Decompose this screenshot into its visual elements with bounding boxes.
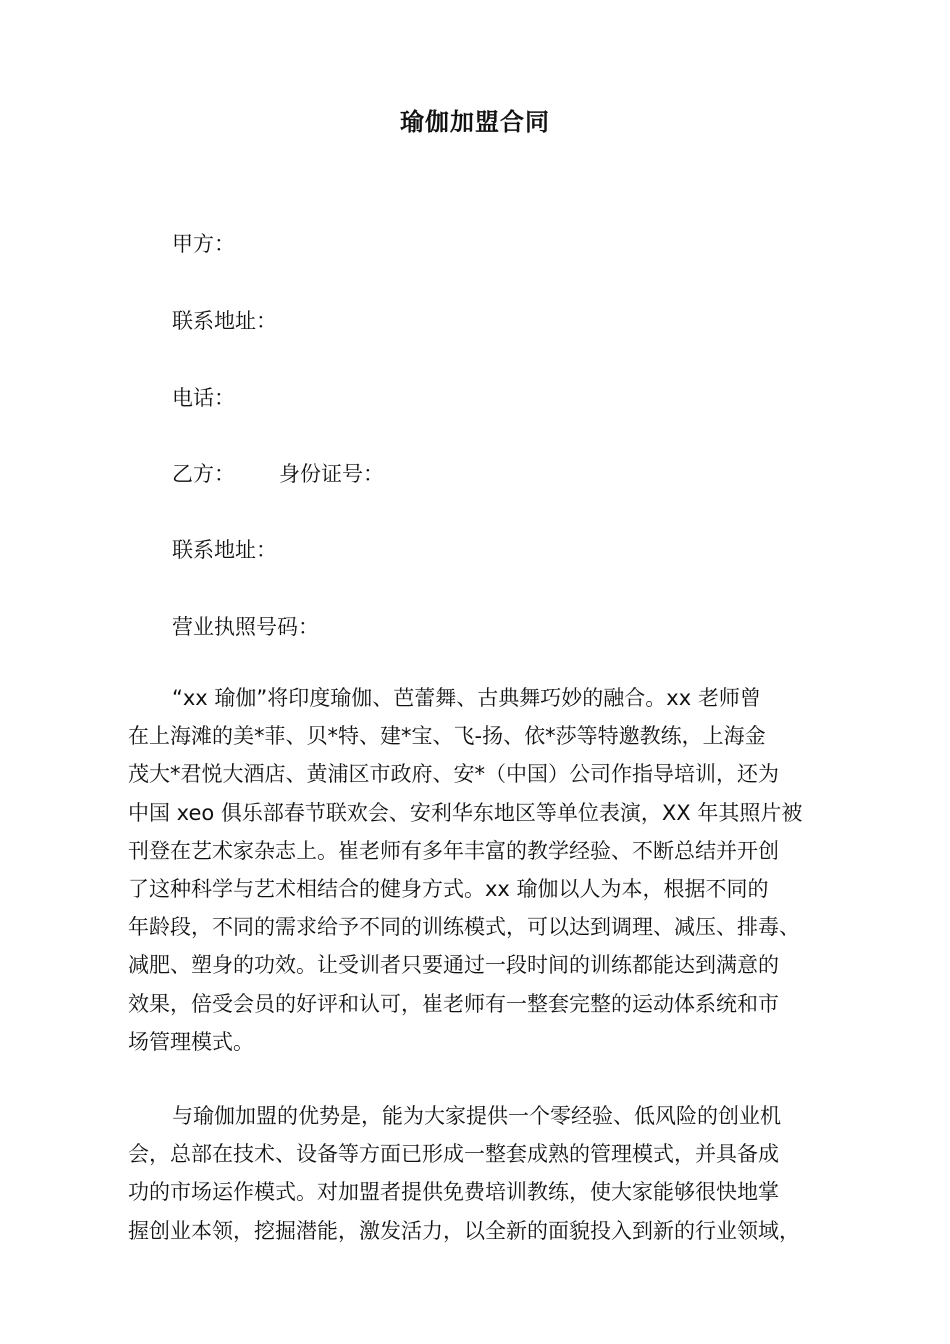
paragraph-line: 场管理模式。: [128, 1029, 254, 1054]
paragraph-line: 握创业本领，挖掘潜能，激发活力，以全新的面貌投入到新的行业领域，: [128, 1218, 800, 1243]
paragraph-line: 刊登在艺术家杂志上。崔老师有多年丰富的教学经验、不断总结并开创: [128, 838, 779, 863]
address-field-2: [172, 534, 277, 564]
paragraph-line: 在上海滩的美*菲、贝*特、建*宝、飞-扬、依*莎等特邀教练，上海金: [128, 724, 766, 749]
license-label: 营业执照号码：: [172, 615, 319, 639]
party-a-label: 甲方：: [172, 232, 235, 256]
paragraph-line: 与瑜伽加盟的优势是，能为大家提供一个零经验、低风险的创业机: [172, 1104, 781, 1128]
paragraph-line: “xx 瑜伽”将印度瑜伽、芭蕾舞、古典舞巧妙的融合。xx 老师曾: [172, 686, 761, 710]
party-a-field: [172, 228, 235, 258]
paragraph-line: 减肥、塑身的功效。让受训者只要通过一段时间的训练都能达到满意的: [128, 953, 779, 978]
paragraph-line: 效果，倍受会员的好评和认可，崔老师有一整套完整的运动体系统和市: [128, 991, 779, 1016]
paragraph-line: 功的市场运作模式。对加盟者提供免费培训教练，使大家能够很快地掌: [128, 1180, 779, 1205]
paragraph-intro: [128, 679, 848, 1061]
paragraph-line: 会，总部在技术、设备等方面已形成一整套成熟的管理模式，并具备成: [128, 1142, 779, 1167]
paragraph-line: 中国 xeo 俱乐部春节联欢会、安利华东地区等单位表演，XX 年其照片被: [128, 800, 803, 825]
paragraph-line: 茂大*君悦大酒店、黄浦区市政府、安*（中国）公司作指导培训，还为: [128, 762, 779, 787]
license-field: [172, 611, 319, 641]
paragraph-advantages: [128, 1097, 848, 1250]
phone-field: [172, 382, 235, 412]
party-b-field: [172, 458, 384, 488]
address-field-1: [172, 305, 277, 335]
document-title: 瑜伽加盟合同: [400, 108, 550, 136]
phone-label: 电话：: [172, 386, 235, 410]
id-number-label: 身份证号：: [279, 462, 384, 486]
paragraph-line: 了这种科学与艺术相结合的健身方式。xx 瑜伽以人为本，根据不同的: [128, 877, 769, 902]
address-label-1: 联系地址：: [172, 309, 277, 333]
address-label-2: 联系地址：: [172, 538, 277, 562]
paragraph-line: 年龄段，不同的需求给予不同的训练模式，可以达到调理、减压、排毒、: [128, 915, 800, 940]
party-b-label: 乙方：: [172, 462, 235, 486]
